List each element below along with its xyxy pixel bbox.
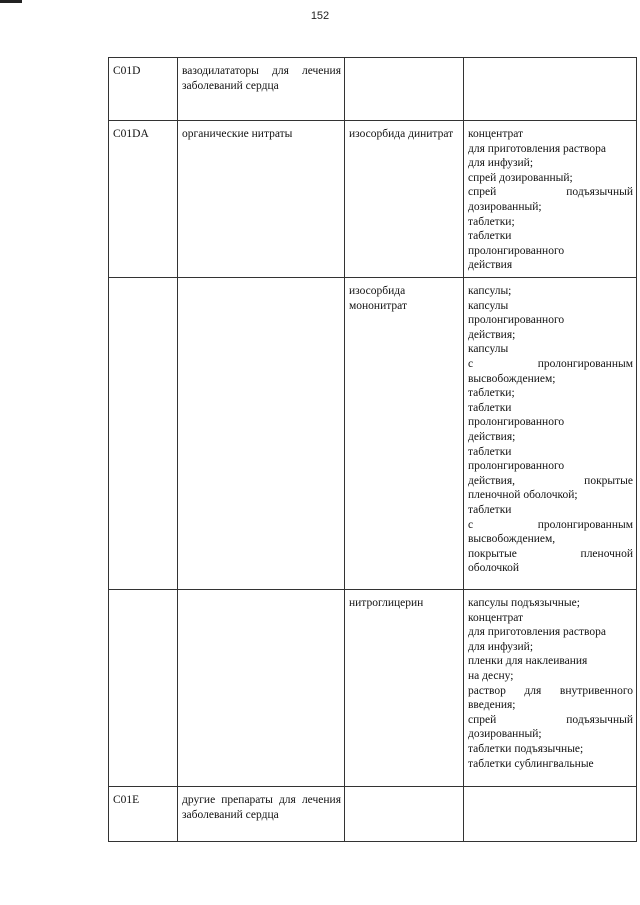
dosage-form-line: спрей подъязычный — [468, 186, 633, 199]
dosage-forms-cell — [464, 278, 637, 590]
atc-code-cell — [109, 787, 178, 842]
medicinal-substance-cell — [345, 278, 464, 590]
dosage-forms-cell — [464, 590, 637, 787]
atc-code-cell — [109, 590, 178, 787]
dosage-form-line: таблетки подъязычные; — [468, 742, 584, 755]
dosage-form-line: оболочкой — [468, 562, 520, 575]
dosage-form-line: пленочной оболочкой; — [468, 489, 578, 502]
dosage-form-line: концентрат — [468, 611, 524, 624]
table-row — [109, 590, 637, 787]
dosage-form-line: на десну; — [468, 669, 514, 682]
medicinal-substance: изосорбида мононитрат — [349, 285, 407, 312]
dosage-form-line: пленки для наклеивания — [468, 655, 588, 668]
dosage-form-line: высвобождением, — [468, 533, 556, 546]
anatomical-therapeutic-group-cell — [178, 121, 345, 278]
dosage-form-line: действия, покрытые — [468, 474, 633, 487]
dosage-form-line: раствор для внутривенного — [468, 684, 633, 697]
table-row — [109, 121, 637, 278]
dosage-forms-cell — [464, 121, 637, 278]
anatomical-therapeutic-group-cell — [178, 278, 345, 590]
atc-code-cell — [109, 278, 178, 590]
dosage-form-line: таблетки; — [468, 387, 515, 400]
dosage-form-line: пролонгированного — [468, 416, 565, 429]
table-row — [109, 787, 637, 842]
dosage-form-line: покрытые пленочной — [468, 547, 633, 560]
table-row — [109, 278, 637, 590]
anatomical-therapeutic-group-cell — [178, 590, 345, 787]
drug-classification-table — [108, 57, 637, 842]
medicinal-substance-cell — [345, 121, 464, 278]
dosage-form-line: капсулы — [468, 343, 509, 356]
atc-code: C01E — [113, 794, 140, 806]
atc-code-cell — [109, 58, 178, 121]
dosage-form-line: для инфузий; — [468, 640, 534, 653]
medicinal-substance: изосорбида динитрат — [349, 128, 454, 140]
dosage-form-line: для инфузий; — [468, 157, 534, 170]
dosage-form-line: дозированный; — [468, 728, 542, 741]
medicinal-substance: нитроглицерин — [349, 597, 424, 609]
dosage-form-line: пролонгированного — [468, 314, 565, 327]
dosage-forms-cell — [464, 787, 637, 842]
atc-code: C01DA — [113, 128, 149, 140]
atc-code-cell — [109, 121, 178, 278]
scan-corner-mark — [0, 0, 22, 3]
table-row — [109, 58, 637, 121]
dosage-form-line: капсулы — [468, 299, 509, 312]
therapeutic-group: другие препараты для лечения заболеваний сердца — [182, 794, 341, 821]
dosage-form-line: капсулы; — [468, 285, 512, 297]
medicinal-substance-cell — [345, 58, 464, 121]
atc-code: C01D — [113, 65, 141, 77]
medicinal-substance-cell — [345, 590, 464, 787]
dosage-form-line: дозированный; — [468, 200, 542, 213]
dosage-form-line: спрей дозированный; — [468, 171, 573, 184]
dosage-forms-cell — [464, 58, 637, 121]
dosage-form-line: действия; — [468, 430, 516, 443]
dosage-form-line: с пролонгированным — [468, 357, 633, 370]
dosage-form-line: с пролонгированным — [468, 518, 633, 531]
table-body — [109, 58, 637, 842]
dosage-form-line: для приготовления раствора — [468, 626, 606, 639]
dosage-form-line: таблетки — [468, 445, 512, 458]
dosage-form-line: действия — [468, 259, 513, 272]
dosage-form-line: пролонгированного — [468, 244, 565, 257]
dosage-form-line: пролонгированного — [468, 460, 565, 473]
medicinal-substance-cell — [345, 787, 464, 842]
dosage-form-line: таблетки — [468, 503, 512, 516]
dosage-form-line: капсулы подъязычные; — [468, 597, 580, 609]
therapeutic-group: органические нитраты — [182, 128, 293, 140]
therapeutic-group: вазодилататоры для лечения заболеваний сердца — [182, 65, 341, 92]
dosage-form-line: спрей подъязычный — [468, 713, 633, 726]
dosage-form-line: введения; — [468, 699, 516, 712]
dosage-form-line: концентрат — [468, 128, 524, 140]
page-number: 152 — [310, 10, 330, 22]
dosage-form-line: таблетки сублингвальные — [468, 757, 594, 770]
anatomical-therapeutic-group-cell — [178, 787, 345, 842]
dosage-form-line: действия; — [468, 328, 516, 341]
dosage-form-line: таблетки; — [468, 215, 515, 228]
anatomical-therapeutic-group-cell — [178, 58, 345, 121]
dosage-form-line: таблетки — [468, 230, 512, 243]
dosage-form-line: для приготовления раствора — [468, 142, 606, 155]
dosage-form-line: высвобождением; — [468, 372, 556, 385]
dosage-form-line: таблетки — [468, 401, 512, 414]
